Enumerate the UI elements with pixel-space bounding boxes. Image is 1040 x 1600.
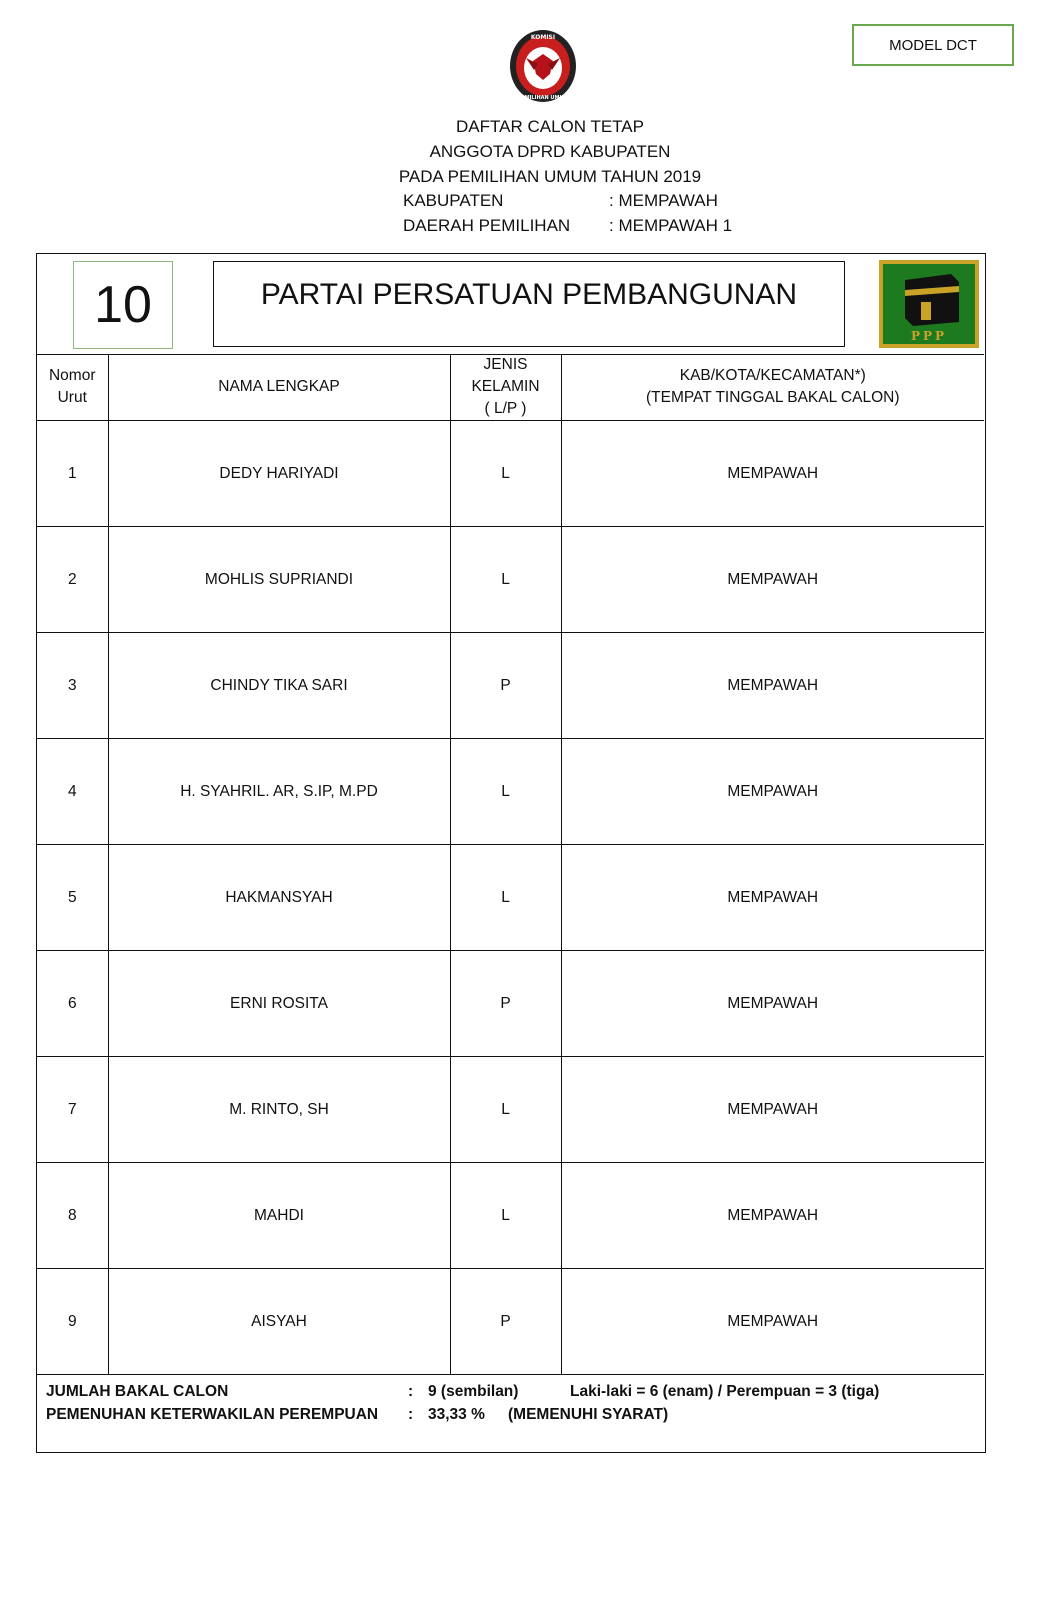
jumlah-label: JUMLAH BAKAL CALON bbox=[46, 1383, 229, 1400]
table-row bbox=[37, 951, 984, 1057]
summary-jumlah bbox=[46, 1383, 879, 1401]
cell-no: 4 bbox=[37, 739, 108, 845]
jumlah-colon: : bbox=[408, 1383, 414, 1400]
cell-jk: P bbox=[450, 633, 561, 739]
cell-no: 7 bbox=[37, 1057, 108, 1163]
table-row bbox=[37, 845, 984, 951]
col-header-tempat bbox=[561, 354, 984, 421]
cell-jk: L bbox=[450, 527, 561, 633]
cell-no: 3 bbox=[37, 633, 108, 739]
heading-line-1: DAFTAR CALON TETAP bbox=[456, 117, 644, 136]
cell-tempat: MEMPAWAH bbox=[561, 421, 984, 527]
cell-nama: M. RINTO, SH bbox=[108, 1057, 450, 1163]
keterwakilan-value: 33,33 % bbox=[428, 1406, 485, 1423]
kabupaten-label: KABUPATEN bbox=[403, 191, 504, 210]
cell-tempat: MEMPAWAH bbox=[561, 1269, 984, 1375]
cell-jk: L bbox=[450, 1163, 561, 1269]
party-number: 10 bbox=[73, 261, 173, 349]
jumlah-detail: Laki-laki = 6 (enam) / Perempuan = 3 (tiga) bbox=[570, 1383, 880, 1400]
summary-block bbox=[37, 1364, 984, 1452]
daerah-line bbox=[403, 213, 732, 238]
cell-no: 1 bbox=[37, 421, 108, 527]
cell-nama: HAKMANSYAH bbox=[108, 845, 450, 951]
document-heading bbox=[0, 114, 1040, 189]
ppp-logo bbox=[879, 260, 979, 348]
keterwakilan-label: PEMENUHAN KETERWAKILAN PEREMPUAN bbox=[46, 1406, 379, 1423]
daerah-value: : MEMPAWAH 1 bbox=[609, 216, 733, 235]
col-header-jenis-line-2: KELAMIN bbox=[471, 378, 540, 395]
col-header-tempat-line-2: (TEMPAT TINGGAL BAKAL CALON) bbox=[645, 389, 900, 406]
cell-nama: MOHLIS SUPRIANDI bbox=[108, 527, 450, 633]
cell-tempat: MEMPAWAH bbox=[561, 845, 984, 951]
party-band bbox=[37, 254, 984, 355]
party-name: PARTAI PERSATUAN PEMBANGUNAN bbox=[213, 261, 845, 347]
table-row bbox=[37, 633, 984, 739]
table-row bbox=[37, 421, 984, 527]
cell-nama: DEDY HARIYADI bbox=[108, 421, 450, 527]
cell-tempat: MEMPAWAH bbox=[561, 1163, 984, 1269]
jumlah-value: 9 (sembilan) bbox=[428, 1383, 519, 1400]
heading-line-3: PADA PEMILIHAN UMUM TAHUN 2019 bbox=[398, 167, 702, 186]
cell-nama: H. SYAHRIL. AR, S.IP, M.PD bbox=[108, 739, 450, 845]
ppp-logo-text: PPP bbox=[910, 329, 948, 343]
cell-tempat: MEMPAWAH bbox=[561, 739, 984, 845]
kpu-logo bbox=[508, 28, 578, 104]
cell-no: 2 bbox=[37, 527, 108, 633]
cell-jk: P bbox=[450, 951, 561, 1057]
table-row bbox=[37, 1163, 984, 1269]
col-header-jenis bbox=[450, 354, 561, 421]
cell-tempat: MEMPAWAH bbox=[561, 633, 984, 739]
col-header-nama: NAMA LENGKAP bbox=[108, 354, 450, 421]
col-header-jenis-line-3: ( L/P ) bbox=[484, 400, 527, 417]
cell-nama: AISYAH bbox=[108, 1269, 450, 1375]
daerah-label: DAERAH PEMILIHAN bbox=[403, 216, 571, 235]
candidate-grid bbox=[37, 354, 984, 1375]
col-header-no-line-2: Urut bbox=[57, 389, 87, 406]
table-row bbox=[37, 1057, 984, 1163]
col-header-tempat-line-1: KAB/KOTA/KECAMATAN*) bbox=[679, 367, 866, 384]
cell-nama: ERNI ROSITA bbox=[108, 951, 450, 1057]
logo-text-bottom: PEMILIHAN UMUM bbox=[517, 95, 569, 101]
table-row bbox=[37, 1269, 984, 1375]
cell-tempat: MEMPAWAH bbox=[561, 527, 984, 633]
cell-no: 6 bbox=[37, 951, 108, 1057]
summary-keterwakilan bbox=[46, 1406, 668, 1424]
cell-tempat: MEMPAWAH bbox=[561, 951, 984, 1057]
keterwakilan-status: (MEMENUHI SYARAT) bbox=[508, 1406, 669, 1423]
cell-jk: L bbox=[450, 1057, 561, 1163]
cell-nama: MAHDI bbox=[108, 1163, 450, 1269]
table-row bbox=[37, 739, 984, 845]
candidate-table bbox=[36, 253, 986, 1453]
model-label: MODEL DCT bbox=[852, 24, 1014, 66]
cell-jk: L bbox=[450, 739, 561, 845]
col-header-no-line-1: Nomor bbox=[48, 367, 96, 384]
cell-no: 5 bbox=[37, 845, 108, 951]
kabupaten-line bbox=[403, 188, 718, 213]
cell-jk: L bbox=[450, 421, 561, 527]
cell-tempat: MEMPAWAH bbox=[561, 1057, 984, 1163]
cell-jk: P bbox=[450, 1269, 561, 1375]
col-header-jenis-line-1: JENIS bbox=[483, 356, 528, 373]
logo-text-top: KOMISI bbox=[530, 34, 556, 41]
cell-jk: L bbox=[450, 845, 561, 951]
cell-nama: CHINDY TIKA SARI bbox=[108, 633, 450, 739]
col-header-no bbox=[37, 354, 108, 421]
table-row bbox=[37, 527, 984, 633]
kabupaten-value: : MEMPAWAH bbox=[609, 191, 718, 210]
heading-line-2: ANGGOTA DPRD KABUPATEN bbox=[429, 142, 671, 161]
cell-no: 8 bbox=[37, 1163, 108, 1269]
keterwakilan-colon: : bbox=[408, 1406, 414, 1423]
cell-no: 9 bbox=[37, 1269, 108, 1375]
